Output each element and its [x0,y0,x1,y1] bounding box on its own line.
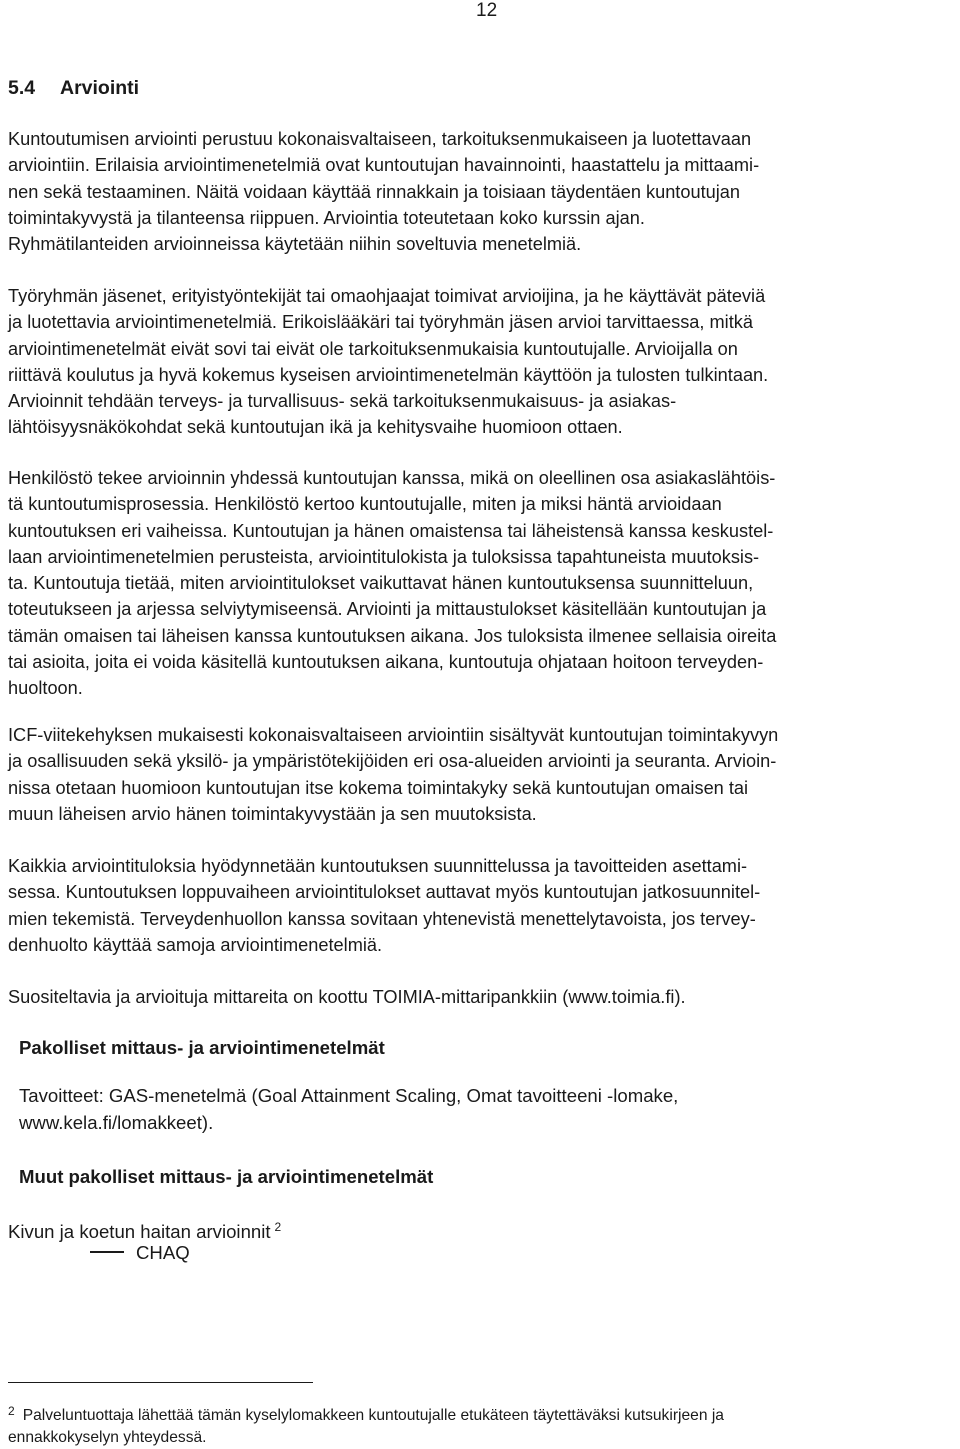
paragraph-5 [8,853,760,958]
paragraph-line: tai asioita, joita ei voida käsitellä kuntoutuksen aikana, kuntoutuja ohjataan hoitoon terveyden- [8,652,764,673]
footnote-divider [8,1382,313,1383]
paragraph-line: ta. Kuntoutuja tietää, miten arviointitulokset vaikuttavat hänen kuntoutuksensa suunnitteluun, [8,573,754,594]
paragraph-line: Työryhmän jäsenet, erityistyöntekijät tai omaohjaajat toimivat arvioijina, ja he käyttävät päteviä [8,286,766,306]
mandatory-line: www.kela.fi/lomakkeet). [19,1111,214,1133]
paragraph-line: ja osallisuuden sekä yksilö- ja ympäristötekijöiden eri osa-alueiden arviointi ja seuranta. Arvioin- [8,751,777,772]
paragraph-3 [8,465,776,702]
paragraph-1 [8,126,759,257]
mandatory-heading: Pakolliset mittaus- ja arviointimenetelmät [19,1037,385,1058]
paragraph-line: tämän omaisen tai läheisen kanssa kuntoutuksen aikana. Jos tuloksista ilmenee sellaisia oireita [8,625,777,646]
paragraph-line: Kaikkia arviointituloksia hyödynnetään kuntoutuksen suunnittelussa ja tavoitteiden asettami- [8,856,748,876]
footnote [8,1400,724,1449]
section-title: Arviointi [60,77,140,99]
other-mandatory-heading: Muut pakolliset mittaus- ja arviointimenetelmät [19,1166,434,1187]
paragraph-line: Henkilöstö tekee arvioinnin yhdessä kuntoutujan kanssa, mikä on oleellinen osa asiakaslähtöis- [8,468,776,488]
paragraph-line: arviointiin. Erilaisia arviointimenetelmiä ovat kuntoutujan havainnointi, haastattelu ja mittaami- [8,155,760,176]
paragraph-line: mien tekemistä. Terveydenhuollon kanssa sovitaan yhtenevistä menettelytavoista, jos tervey- [8,908,756,929]
paragraph-line: arviointimenetelmät eivät sovi tai eivät ole tarkoituksenmukaisia kuntoutujalle. Arvioijalla on [8,338,738,359]
footnote-mark: 2 [8,1404,15,1418]
mandatory-text [19,1083,678,1136]
footnote-text: Palveluntuottaja lähettää tämän kyselylomakkeen kuntoutujalle etukäteen täytettäväksi kutsukirjeen ja [22,1407,724,1424]
paragraph-line: tä kuntoutumisprosessia. Henkilöstö kertoo kuntoutujalle, miten ja miksi häntä arvioidaan [8,494,722,515]
mandatory-line: Tavoitteet: GAS-menetelmä (Goal Attainment Scaling, Omat tavoitteeni -lomake, [19,1085,679,1106]
paragraph-line: sessa. Kuntoutuksen loppuvaiheen arviointitulokset auttavat myös kuntoutujan jatkosuunnitel- [8,882,761,903]
footnote-line [8,1400,724,1427]
paragraph-line: Arvioinnit tehdään terveys- ja turvallisuus- sekä tarkoituksenmukaisuus- ja asiakas- [8,391,677,412]
paragraph-line: ICF-viitekehyksen mukaisesti kokonaisvaltaiseen arviointiin sisältyvät kuntoutujan toimintakyvyn [8,725,779,745]
assessment-item-label: Kivun ja koetun haitan arvioinnit [8,1221,271,1242]
footnote-reference: 2 [274,1220,282,1234]
paragraph-line: huoltoon. [8,678,83,699]
paragraph-6 [8,984,686,1010]
paragraph-line: kuntoutuksen eri vaiheissa. Kuntoutujan ja hänen omaistensa tai läheistensä kanssa keskustel- [8,520,774,541]
paragraph-line: toteutukseen ja arjessa selviytymiseensä. Arviointi ja mittaustulokset käsitellään kuntoutujan ja [8,599,767,620]
section-heading [8,77,139,99]
paragraph-line: laan arviointimenetelmien perusteista, arviointitulokista ja tuloksissa tapahtuneista muutoksis- [8,546,760,567]
paragraph-line: ja luotettavia arviointimenetelmiä. Erikoislääkäri tai työryhmän jäsen arvioi tarvittaessa, mitkä [8,312,753,333]
footnote-line: ennakkokyselyn yhteydessä. [8,1429,207,1446]
paragraph-line: nissa otetaan huomioon kuntoutujan itse kokema toimintakyky sekä kuntoutujan omaisen tai [8,777,749,798]
paragraph-line: Kuntoutumisen arviointi perustuu kokonaisvaltaiseen, tarkoituksenmukaiseen ja luotettavaan [8,129,752,149]
assessment-sub-item [90,1240,190,1267]
paragraph-line: nen sekä testaaminen. Näitä voidaan käyttää rinnakkain ja toisiaan täydentäen kuntoutujan [8,181,741,202]
assessment-sub-item-label: CHAQ [136,1242,190,1263]
paragraph-4 [8,722,778,827]
section-number: 5.4 [8,77,36,99]
dash-bullet-icon [90,1251,124,1253]
paragraph-2 [8,283,768,441]
page-number: 12 [476,0,498,21]
paragraph-line: denhuolto käyttää samoja arviointimenetelmiä. [8,934,383,955]
paragraph-line: lähtöisyysnäkökohdat sekä kuntoutujan ikä ja kehitysvaihe huomioon ottaen. [8,417,623,438]
paragraph-line: riittävä koulutus ja hyvä kokemus kyseisen arviointimenetelmän käyttöön ja tulosten tulkintaan. [8,364,769,385]
paragraph-line: Ryhmätilanteiden arvioinneissa käytetään niihin soveltuvia menetelmiä. [8,234,582,255]
paragraph-line: toimintakyvystä ja tilanteensa riippuen. Arviointia toteutetaan koko kurssin ajan. [8,207,645,228]
paragraph-line: muun läheisen arvio hänen toimintakyvystään ja sen muutoksista. [8,803,537,824]
paragraph-line: Suositeltavia ja arvioituja mittareita on koottu TOIMIA-mittaripankkiin (www.toimia.fi). [8,987,686,1007]
